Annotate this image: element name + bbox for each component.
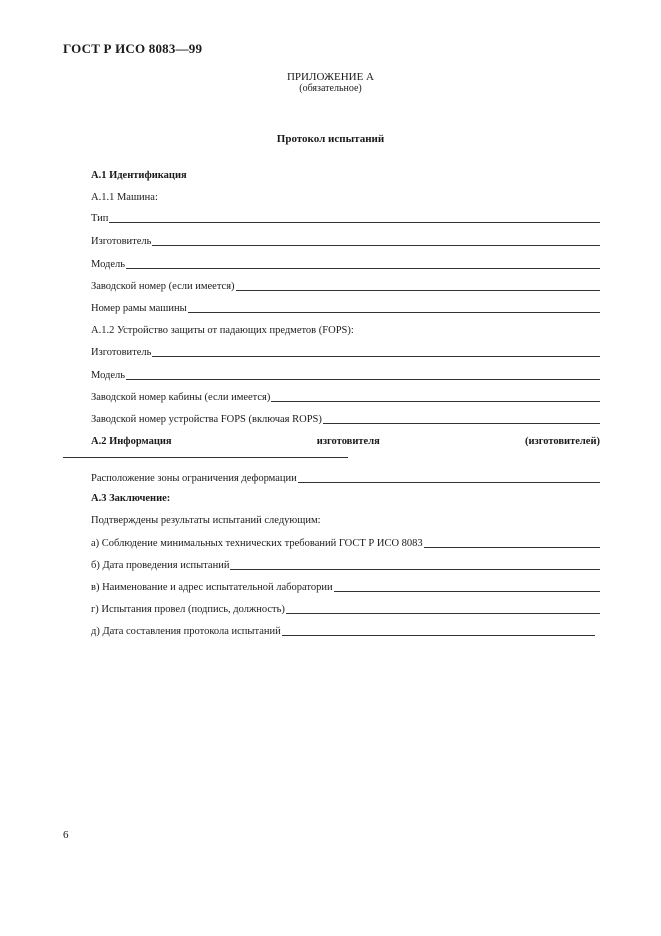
field-label: Заводской номер (если имеется) xyxy=(91,281,235,292)
blank-line xyxy=(126,267,600,269)
blank-line xyxy=(109,221,600,223)
a2-word-manufacturers: (изготовителей) xyxy=(524,436,600,447)
a2-blank-line[interactable] xyxy=(63,457,348,458)
field-fops-manufacturer[interactable] xyxy=(91,346,600,359)
blank-line xyxy=(126,378,600,380)
section-a3-heading: А.3 Заключение: xyxy=(91,493,171,504)
blank-line xyxy=(424,546,600,548)
blank-line xyxy=(152,355,600,357)
field-manufacturer[interactable] xyxy=(91,235,600,248)
page-number: 6 xyxy=(63,829,69,841)
blank-line xyxy=(334,590,600,592)
blank-line xyxy=(230,568,600,570)
blank-line xyxy=(271,400,600,402)
field-label: Заводской номер устройства FOPS (включая ROPS) xyxy=(91,414,322,425)
field-label: в) Наименование и адрес испытательной лаборатории xyxy=(91,582,333,593)
field-fops-serial[interactable] xyxy=(91,413,600,426)
field-fops-model[interactable] xyxy=(91,369,600,382)
blank-line xyxy=(282,634,595,636)
a2-word-info: А.2 Информация xyxy=(91,436,172,447)
field-label: Модель xyxy=(91,370,126,381)
field-conclusion-b[interactable] xyxy=(91,559,600,572)
field-serial-number[interactable] xyxy=(91,280,600,293)
section-a1-heading: А.1 Идентификация xyxy=(91,170,187,181)
field-deformation-zone[interactable] xyxy=(91,472,600,485)
document-code: ГОСТ Р ИСО 8083—99 xyxy=(63,41,203,56)
field-label: Номер рамы машины xyxy=(91,303,187,314)
field-label: Модель xyxy=(91,259,126,270)
field-conclusion-a[interactable] xyxy=(91,537,600,550)
field-label: г) Испытания провел (подпись, должность) xyxy=(91,604,285,615)
field-label: Заводской номер кабины (если имеется) xyxy=(91,392,271,403)
conclusion-intro: Подтверждены результаты испытаний следующим: xyxy=(91,515,321,526)
field-label: б) Дата проведения испытаний xyxy=(91,560,230,571)
fops-label: А.1.2 Устройство защиты от падающих предметов (FOPS): xyxy=(91,325,354,336)
field-label: Изготовитель xyxy=(91,236,152,247)
protocol-title: Протокол испытаний xyxy=(276,133,385,145)
field-label: д) Дата составления протокола испытаний xyxy=(91,626,281,637)
field-frame-number[interactable] xyxy=(91,302,600,315)
a2-word-manufacturer: изготовителя xyxy=(316,436,380,447)
field-cab-serial[interactable] xyxy=(91,391,600,404)
blank-line xyxy=(286,612,600,614)
blank-line xyxy=(236,289,600,291)
field-type[interactable] xyxy=(91,212,600,225)
field-conclusion-d[interactable] xyxy=(91,603,600,616)
field-conclusion-e[interactable] xyxy=(91,625,595,638)
annex-subtitle: (обязательное) xyxy=(299,83,362,94)
field-label: Изготовитель xyxy=(91,347,152,358)
section-a2-heading xyxy=(91,435,600,448)
field-model[interactable] xyxy=(91,258,600,271)
field-label: Тип xyxy=(91,213,109,224)
annex-title: ПРИЛОЖЕНИЕ А xyxy=(286,71,374,83)
blank-line xyxy=(298,481,600,483)
blank-line xyxy=(152,244,600,246)
field-label: Расположение зоны ограничения деформации xyxy=(91,473,297,484)
blank-line xyxy=(188,311,600,313)
field-label: а) Соблюдение минимальных технических требований ГОСТ Р ИСО 8083 xyxy=(91,538,423,549)
machine-label: А.1.1 Машина: xyxy=(91,192,158,203)
field-conclusion-c[interactable] xyxy=(91,581,600,594)
blank-line xyxy=(323,422,600,424)
